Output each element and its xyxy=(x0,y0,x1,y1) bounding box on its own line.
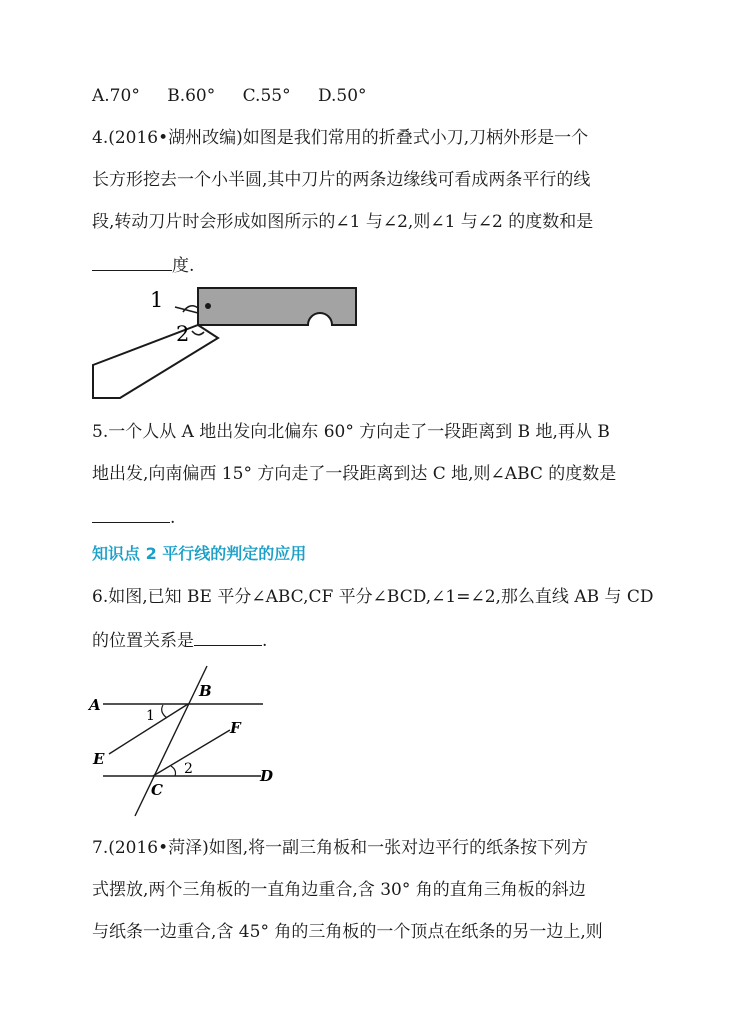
q5-answer-blank[interactable] xyxy=(92,504,170,523)
q3-options xyxy=(92,84,389,108)
section-heading: 知识点 2 平行线的判定的应用 xyxy=(92,544,307,563)
q4-line-4 xyxy=(92,252,194,278)
q5-line-1: 5.一个人从 A 地出发向北偏东 60° 方向走了一段距离到 B 地,再从 B xyxy=(92,422,610,442)
label-d: D xyxy=(260,767,274,785)
q5-line-3 xyxy=(92,504,175,530)
q6-tail: . xyxy=(262,631,268,651)
label-a: A xyxy=(89,696,101,714)
q5-tail: . xyxy=(170,508,176,528)
q4-line-1: 4.(2016•湖州改编)如图是我们常用的折叠式小刀,刀柄外形是一个 xyxy=(92,128,589,148)
q6-line-2-prefix: 的位置关系是 xyxy=(92,631,194,651)
label-f: F xyxy=(230,719,241,737)
q4-tail: 度. xyxy=(172,256,195,276)
angle-2-label: 2 xyxy=(176,322,190,346)
angle-2-arc-fig xyxy=(171,766,176,776)
label-c: C xyxy=(151,781,163,799)
knife-handle xyxy=(198,288,356,325)
option-c: C.55° xyxy=(242,86,291,106)
label-1: 1 xyxy=(146,708,155,724)
q4-answer-blank[interactable] xyxy=(92,252,172,271)
angle-1-label: 1 xyxy=(150,288,164,312)
q7-line-1: 7.(2016•菏泽)如图,将一副三角板和一张对边平行的纸条按下列方 xyxy=(92,838,589,858)
q4-line-3: 段,转动刀片时会形成如图所示的∠1 与∠2,则∠1 与∠2 的度数和是 xyxy=(92,212,594,232)
option-d: D.50° xyxy=(318,86,367,106)
angle-1-arc-fig xyxy=(162,705,167,718)
option-a: A.70° xyxy=(92,86,140,106)
q6-answer-blank[interactable] xyxy=(194,627,262,646)
line-bc xyxy=(135,666,207,816)
pivot-dot xyxy=(205,303,211,309)
q4-line-2: 长方形挖去一个小半圆,其中刀片的两条边缘线可看成两条平行的线 xyxy=(92,170,591,190)
label-2: 2 xyxy=(184,761,193,777)
knife-figure xyxy=(80,280,370,410)
q7-line-2: 式摆放,两个三角板的一直角边重合,含 30° 角的直角三角板的斜边 xyxy=(92,880,586,900)
q5-line-2: 地出发,向南偏西 15° 方向走了一段距离到达 C 地,则∠ABC 的度数是 xyxy=(92,464,617,484)
q6-line-2 xyxy=(92,627,267,653)
q7-line-3: 与纸条一边重合,含 45° 角的三角板的一个顶点在纸条的另一边上,则 xyxy=(92,922,603,942)
option-b: B.60° xyxy=(167,86,216,106)
knife-blade xyxy=(93,325,218,398)
label-b: B xyxy=(199,682,212,700)
parallel-lines-figure xyxy=(85,660,285,820)
q6-line-1: 6.如图,已知 BE 平分∠ABC,CF 平分∠BCD,∠1=∠2,那么直线 AB 与 CD xyxy=(92,587,654,607)
label-e: E xyxy=(93,750,105,768)
